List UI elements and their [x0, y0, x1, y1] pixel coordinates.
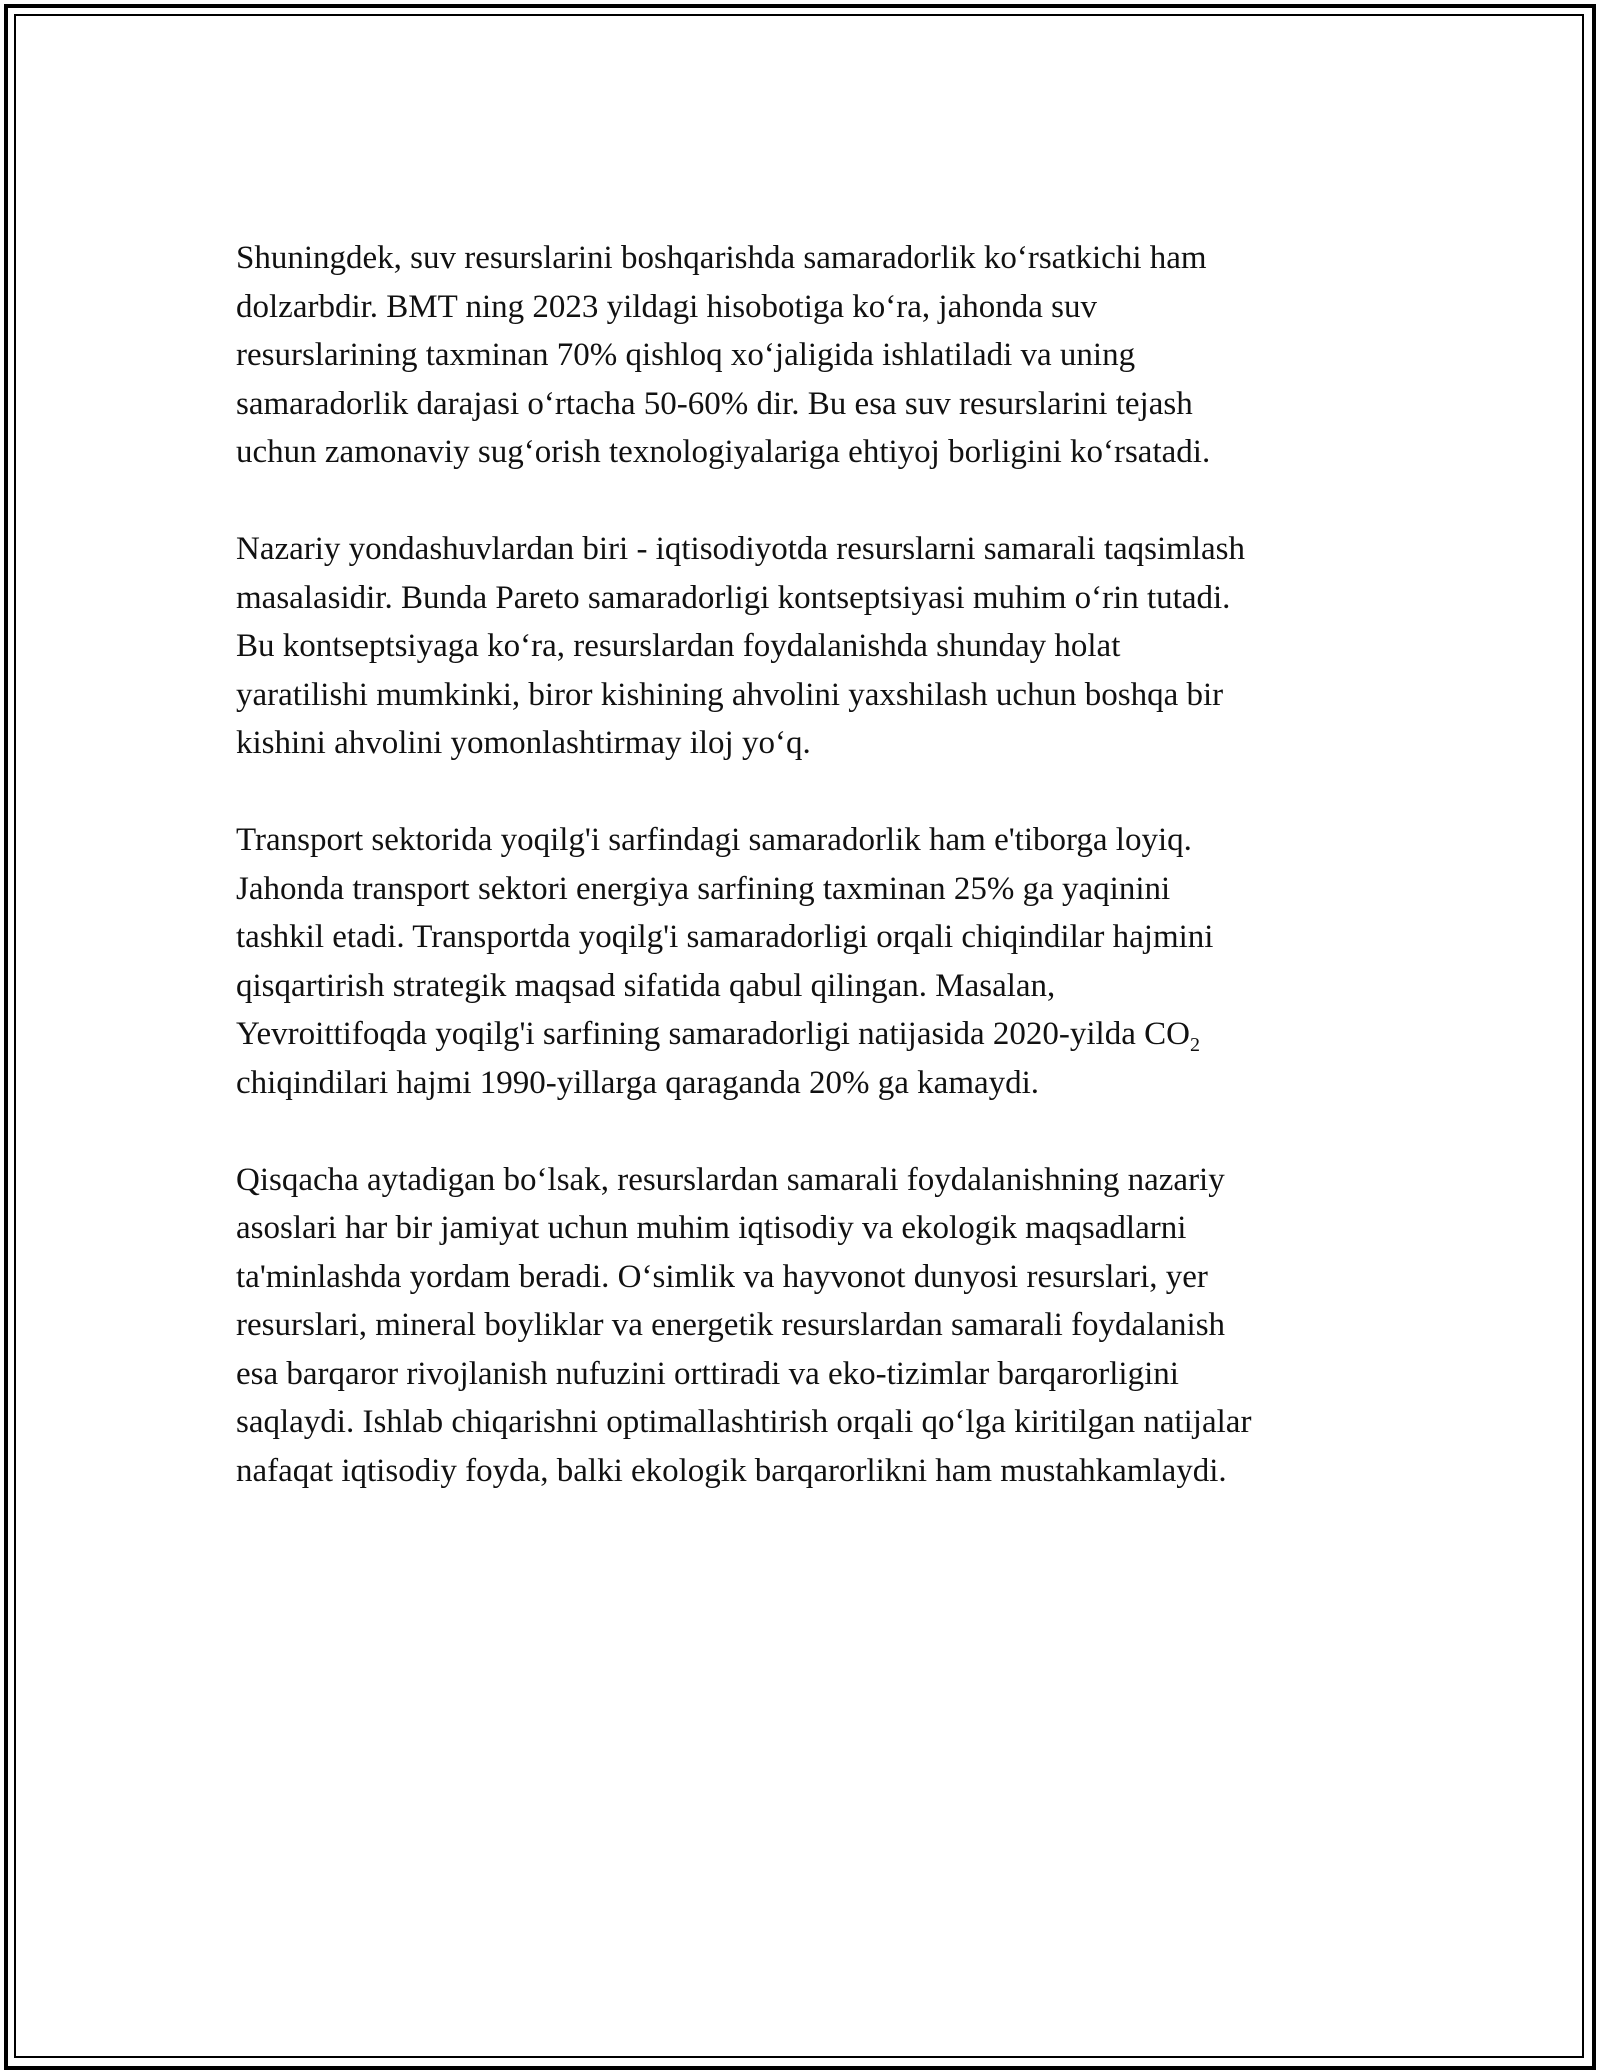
text-line: uchun zamonaviy sugʻorish texnologiyalariga ehtiyoj borligini koʻrsatadi.: [236, 434, 1211, 470]
text-line: samaradorlik darajasi oʻrtacha 50-60% dir. Bu esa suv resurslarini tejash: [236, 385, 1193, 422]
paragraph-transport: [236, 816, 1386, 1107]
text-line-co2: [236, 1010, 1386, 1059]
paragraph-water-efficiency: [236, 234, 1386, 477]
text-line: ta'minlashda yordam beradi. Oʻsimlik va hayvonot dunyosi resurslari, yer: [236, 1258, 1208, 1295]
document-body: [236, 234, 1386, 1544]
text-line: Bu kontseptsiyaga koʻra, resurslardan foydalanishda shunday holat: [236, 628, 1121, 664]
text-line: dolzarbdir. BMT ning 2023 yildagi hisobotiga koʻra, jahonda suv: [236, 288, 1097, 325]
text-line: Nazariy yondashuvlardan biri - iqtisodiyotda resurslarni samarali taqsimlash: [236, 531, 1245, 567]
text-line: esa barqaror rivojlanish nufuzini orttiradi va eko-tizimlar barqarorligini: [236, 1355, 1179, 1392]
text-line: kishini ahvolini yomonlashtirmay iloj yoʻq.: [236, 725, 811, 761]
text-line: tashkil etadi. Transportda yoqilg'i samaradorligi orqali chiqindilar hajmini: [236, 919, 1214, 955]
text-line: resurslari, mineral boyliklar va energetik resurslardan samarali foydalanish: [236, 1307, 1226, 1343]
paragraph-pareto: [236, 525, 1386, 768]
text-line: Jahonda transport sektori energiya sarfining taxminan 25% ga yaqinini: [236, 870, 1171, 907]
text-line: Transport sektorida yoqilg'i sarfindagi samaradorlik ham e'tiborga loyiq.: [236, 822, 1192, 858]
text-line: nafaqat iqtisodiy foyda, balki ekologik barqarorlikni ham mustahkamlaydi.: [236, 1452, 1227, 1489]
text-line: masalasidir. Bunda Pareto samaradorligi kontseptsiyasi muhim oʻrin tutadi.: [236, 579, 1231, 616]
text-line: qisqartirish strategik maqsad sifatida qabul qilingan. Masalan,: [236, 967, 1056, 1004]
text-line: Shuningdek, suv resurslarini boshqarishda samaradorlik koʻrsatkichi ham: [236, 240, 1207, 276]
text-line: yaratilishi mumkinki, biror kishining ahvolini yaxshilash uchun boshqa bir: [236, 676, 1224, 713]
text-line: Qisqacha aytadigan boʻlsak, resurslardan samarali foydalanishning nazariy: [236, 1161, 1225, 1198]
co2-subscript: 2: [1189, 1034, 1200, 1056]
paragraph-conclusion: [236, 1156, 1386, 1496]
text-line: resurslarining taxminan 70% qishloq xoʻjaligida ishlatiladi va uning: [236, 337, 1136, 373]
co2-line-text: Yevroittifoqda yoqilg'i sarfining samaradorligi natijasida 2020-yilda CO: [236, 1016, 1190, 1052]
text-line: chiqindilari hajmi 1990-yillarga qaraganda 20% ga kamaydi.: [236, 1064, 1040, 1101]
text-line: asoslari har bir jamiyat uchun muhim iqtisodiy va ekologik maqsadlarni: [236, 1210, 1187, 1246]
text-line: saqlaydi. Ishlab chiqarishni optimallashtirish orqali qoʻlga kiritilgan natijalar: [236, 1404, 1252, 1440]
